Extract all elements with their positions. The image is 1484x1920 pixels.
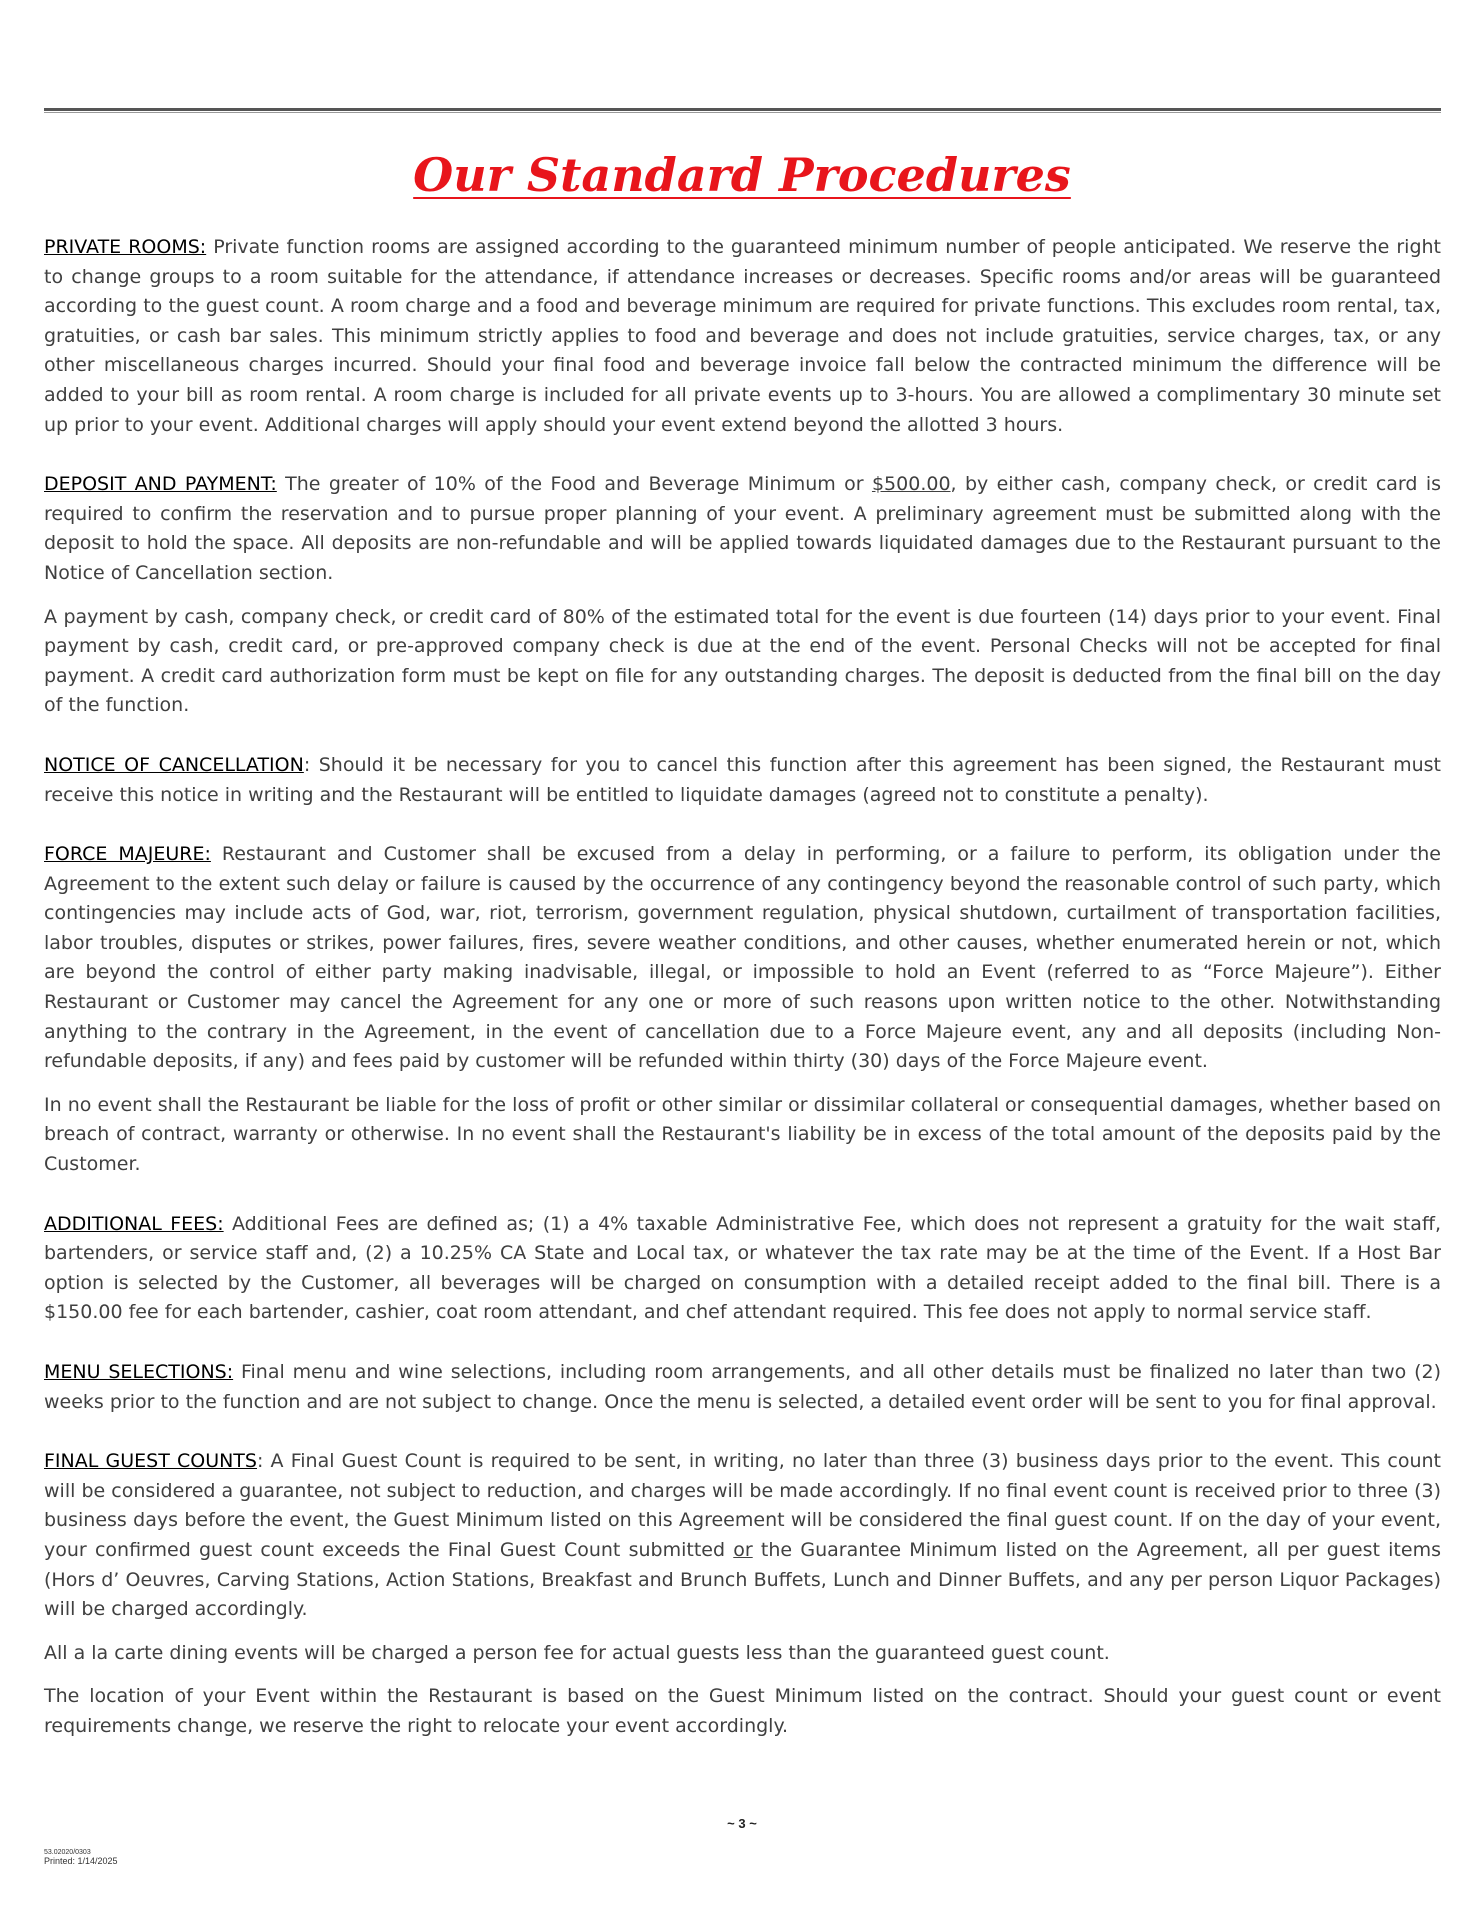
menu-selections-heading: MENU SELECTIONS: (44, 1361, 234, 1383)
page-title: Our Standard Procedures (413, 148, 1071, 202)
document-code: 53.02020/0303 (44, 1849, 91, 1856)
procedures-content (44, 233, 1441, 1742)
additional-fees-text: Additional Fees are defined as; (1) a 4% taxable Administrative Fee, which does not represent a gratuity for the wait staff, bartenders, or service staff and, (2) a 10.25% CA State and Local tax, or whatever the tax rate may be at the time of the Event. If a Host Bar option is selected by the Customer, all beverages will be charged on consumption with a detailed receipt added to the final bill. There is a $150.00 fee for each bartender, cashier, coat room attendant, and chef attendant required. This fee does not apply to normal service staff. (44, 1212, 1441, 1324)
menu-selections-text: Final menu and wine selections, including room arrangements, and all other details must be finalized no later than two (2) weeks prior to the function and are not subject to change. Once the menu is selected, a detailed event order will be sent to you for final approval. (44, 1361, 1441, 1413)
cancellation-paragraph (44, 751, 1441, 810)
deposit-amount: $500.00 (871, 473, 951, 496)
private-rooms-heading: PRIVATE ROOMS: (44, 236, 207, 258)
a-la-carte-paragraph: All a la carte dining events will be charged a person fee for actual guests less than the guaranteed guest count. (44, 1641, 1110, 1664)
cancellation-text: : Should it be necessary for you to cancel this function after this agreement has been signed, the Restaurant must receive this notice in writing and the Restaurant will be entitled to liquidate damages (agreed not to constitute a penalty). (44, 753, 1441, 806)
final-guest-counts-text-after: the Guarantee Minimum listed on the Agreement, all per guest items (Hors d’ Oeuvres, Carving Stations, Action Stations, Breakfast and Brunch Buffets, Lunch and Dinner Buffets, and any per person Liquor Packages) will be charged accordingly. (44, 1538, 1441, 1621)
force-majeure-paragraph (44, 840, 1441, 1077)
deposit-text-before: The greater of 10% of the Food and Beverage Minimum or (276, 473, 872, 496)
additional-fees-paragraph (44, 1210, 1441, 1328)
menu-selections-paragraph (44, 1358, 1441, 1417)
deposit-text-after: , by either cash, company check, or credit card is required to confirm the reservation and to pursue proper planning of your event. A preliminary agreement must be submitted along with the deposit to hold the space. All deposits are non-refundable and will be applied towards liquidated damages due to the Restaurant pursuant to the Notice of Cancellation section. (44, 473, 1442, 584)
cancellation-heading: NOTICE OF CANCELLATION (44, 753, 304, 776)
top-divider (44, 108, 1441, 111)
printed-date: Printed: 1/14/2025 (44, 1856, 118, 1866)
final-guest-counts-heading: FINAL GUEST COUNTS (44, 1450, 257, 1473)
payment-paragraph: A payment by cash, company check, or credit card of 80% of the estimated total for the event is due fourteen (14) days prior to your event. Final payment by cash, credit card, or pre-approved company check is due at the end of the event. Personal Checks will not be accepted for final payment. A credit card authorization form must be kept on file for any outstanding charges. The deposit is deducted from the final bill on the day of the function. (44, 605, 1441, 717)
force-majeure-text: Restaurant and Customer shall be excused from a delay in performing, or a failure to perform, its obligation under the Agreement to the extent such delay or failure is caused by the occurrence of any contingency beyond the reasonable control of such party, which contingencies may include acts of God, war, riot, terrorism, government regulation, physical shutdown, curtailment of transportation facilities, labor troubles, disputes or strikes, power failures, fires, severe weather conditions, and other causes, whether enumerated herein or not, which are beyond the control of either party making inadvisable, illegal, or impossible to hold an Event (referred to as “Force Majeure”). Either Restaurant or Customer may cancel the Agreement for any one or more of such reasons upon written notice to the other. Notwithstanding anything to the contrary in the Agreement, in the event of cancellation due to a Force Majeure event, any and all deposits (including Non-refundable deposits, if any) and fees paid by customer will be refunded within thirty (30) days of the Force Majeure event. (44, 843, 1441, 1073)
private-rooms-text: Private function rooms are assigned according to the guaranteed minimum number of people anticipated. We reserve the right to change groups to a room suitable for the attendance, if attendance increases or decreases. Specific rooms and/or areas will be guaranteed according to the guest count. A room charge and a food and beverage minimum are required for private functions. This excludes room rental, tax, gratuities, or cash bar sales. This minimum strictly applies to food and beverage and does not include gratuities, service charges, tax, or any other miscellaneous charges incurred. Should your final food and beverage invoice fall below the contracted minimum the difference will be added to your bill as room rental. A room charge is included for all private events up to 3-hours. You are allowed a complimentary 30 minute set up prior to your event. Additional charges will apply should your event extend beyond the allotted 3 hours. (44, 236, 1441, 436)
page-number: ~ 3 ~ (727, 1816, 757, 1831)
force-majeure-heading: FORCE MAJEURE: (44, 843, 211, 866)
final-guest-counts-paragraph (44, 1447, 1441, 1625)
private-rooms-paragraph (44, 233, 1441, 440)
event-location-paragraph: The location of your Event within the Restaurant is based on the Guest Minimum listed on the contract. Should your guest count or event requirements change, we reserve the right to relocate your event accordingly. (44, 1685, 1441, 1737)
additional-fees-heading: ADDITIONAL FEES: (44, 1212, 224, 1235)
final-guest-counts-text-before: : A Final Guest Count is required to be sent, in writing, no later than three (3) business days prior to the event. This count will be considered a guarantee, not subject to reduction, and charges will be made accordingly. If no final event count is received prior to three (3) business days before the event, the Guest Minimum listed on this Agreement will be considered the final guest count. If on the day of your event, your confirmed guest count exceeds the Final Guest Count submitted (44, 1450, 1441, 1561)
deposit-paragraph (44, 470, 1441, 588)
deposit-heading: DEPOSIT AND PAYMENT: (44, 473, 277, 496)
liability-paragraph: In no event shall the Restaurant be liable for the loss of profit or other similar or dissimilar collateral or consequential damages, whether based on breach of contract, warranty or otherwise. In no event shall the Restaurant's liability be in excess of the total amount of the deposits paid by the Customer. (44, 1093, 1441, 1176)
final-guest-counts-or: or (733, 1538, 753, 1561)
